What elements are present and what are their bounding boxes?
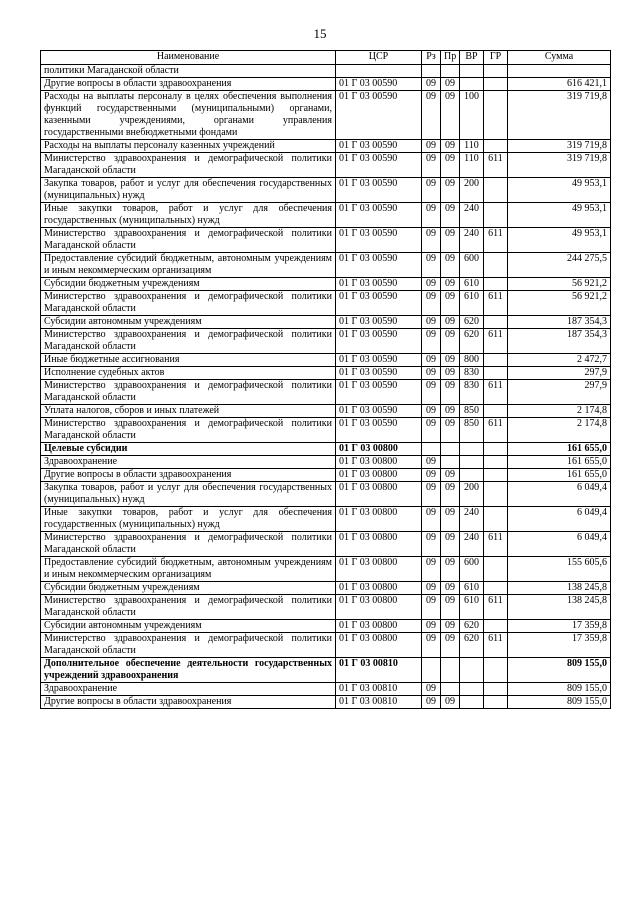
cell-csr: 01 Г 03 00590 (336, 178, 422, 203)
cell-rz: 09 (422, 278, 441, 291)
cell-csr: 01 Г 03 00590 (336, 367, 422, 380)
cell-csr: 01 Г 03 00800 (336, 532, 422, 557)
cell-sum: 809 155,0 (508, 658, 611, 683)
table-row (41, 153, 611, 178)
cell-sum: 244 275,5 (508, 253, 611, 278)
cell-gr (484, 469, 508, 482)
cell-name: Субсидии бюджетным учреждениям (41, 278, 336, 291)
cell-rz (422, 65, 441, 78)
cell-vr: 240 (460, 507, 484, 532)
cell-rz (422, 443, 441, 456)
cell-name: Расходы на выплаты персоналу в целях обеспечения выполнения функций государственными (муниципальными) органами, казенными учреждениями, органами управления государственными внебюджетными фондами (41, 91, 336, 140)
cell-csr: 01 Г 03 00590 (336, 91, 422, 140)
cell-name: Министерство здравоохранения и демографической политики Магаданской области (41, 380, 336, 405)
cell-gr (484, 354, 508, 367)
cell-pr: 09 (441, 354, 460, 367)
cell-vr: 600 (460, 253, 484, 278)
cell-pr: 09 (441, 482, 460, 507)
cell-gr (484, 582, 508, 595)
cell-vr (460, 443, 484, 456)
cell-gr (484, 658, 508, 683)
cell-vr: 200 (460, 482, 484, 507)
cell-csr: 01 Г 03 00590 (336, 228, 422, 253)
table-row (41, 316, 611, 329)
cell-pr (441, 65, 460, 78)
cell-vr (460, 683, 484, 696)
cell-csr: 01 Г 03 00810 (336, 658, 422, 683)
cell-pr: 09 (441, 507, 460, 532)
header-csr: ЦСР (336, 51, 422, 65)
header-sum: Сумма (508, 51, 611, 65)
cell-gr (484, 203, 508, 228)
cell-vr: 100 (460, 91, 484, 140)
table-row (41, 557, 611, 582)
cell-vr: 600 (460, 557, 484, 582)
cell-rz: 09 (422, 595, 441, 620)
cell-sum: 161 655,0 (508, 443, 611, 456)
cell-pr: 09 (441, 469, 460, 482)
cell-pr: 09 (441, 405, 460, 418)
cell-pr: 09 (441, 418, 460, 443)
cell-rz: 09 (422, 291, 441, 316)
cell-csr: 01 Г 03 00590 (336, 153, 422, 178)
cell-csr: 01 Г 03 00590 (336, 140, 422, 153)
table-row (41, 91, 611, 140)
cell-pr: 09 (441, 582, 460, 595)
cell-csr: 01 Г 03 00810 (336, 683, 422, 696)
cell-pr: 09 (441, 557, 460, 582)
cell-csr: 01 Г 03 00590 (336, 380, 422, 405)
cell-rz: 09 (422, 140, 441, 153)
cell-rz: 09 (422, 557, 441, 582)
cell-name: политики Магаданской области (41, 65, 336, 78)
header-rz: Рз (422, 51, 441, 65)
cell-gr (484, 456, 508, 469)
cell-rz: 09 (422, 507, 441, 532)
cell-pr: 09 (441, 329, 460, 354)
cell-gr: 611 (484, 633, 508, 658)
cell-rz: 09 (422, 633, 441, 658)
cell-sum: 17 359,8 (508, 633, 611, 658)
table-row (41, 278, 611, 291)
cell-sum (508, 65, 611, 78)
cell-csr: 01 Г 03 00800 (336, 582, 422, 595)
table-row (41, 418, 611, 443)
cell-rz: 09 (422, 418, 441, 443)
cell-csr: 01 Г 03 00800 (336, 595, 422, 620)
cell-gr (484, 367, 508, 380)
cell-name: Уплата налогов, сборов и иных платежей (41, 405, 336, 418)
cell-rz: 09 (422, 620, 441, 633)
cell-csr: 01 Г 03 00590 (336, 253, 422, 278)
cell-rz: 09 (422, 253, 441, 278)
cell-vr: 240 (460, 228, 484, 253)
cell-gr (484, 140, 508, 153)
cell-vr: 240 (460, 203, 484, 228)
cell-pr: 09 (441, 633, 460, 658)
cell-csr: 01 Г 03 00800 (336, 443, 422, 456)
cell-gr (484, 696, 508, 709)
cell-sum: 155 605,6 (508, 557, 611, 582)
cell-gr (484, 405, 508, 418)
table-row (41, 620, 611, 633)
table-row (41, 203, 611, 228)
cell-vr: 620 (460, 329, 484, 354)
header-pr: Пр (441, 51, 460, 65)
cell-csr: 01 Г 03 00590 (336, 329, 422, 354)
table-row (41, 696, 611, 709)
cell-name: Целевые субсидии (41, 443, 336, 456)
cell-csr (336, 65, 422, 78)
table-row (41, 683, 611, 696)
cell-csr: 01 Г 03 00590 (336, 203, 422, 228)
cell-csr: 01 Г 03 00800 (336, 456, 422, 469)
cell-vr (460, 65, 484, 78)
cell-rz: 09 (422, 354, 441, 367)
cell-csr: 01 Г 03 00590 (336, 278, 422, 291)
cell-gr (484, 557, 508, 582)
cell-sum: 2 174,8 (508, 405, 611, 418)
cell-pr: 09 (441, 278, 460, 291)
cell-gr (484, 620, 508, 633)
cell-gr (484, 178, 508, 203)
table-row (41, 65, 611, 78)
cell-name: Министерство здравоохранения и демографической политики Магаданской области (41, 228, 336, 253)
cell-sum: 809 155,0 (508, 683, 611, 696)
table-row (41, 658, 611, 683)
cell-gr (484, 278, 508, 291)
cell-gr: 611 (484, 329, 508, 354)
cell-vr: 610 (460, 582, 484, 595)
cell-csr: 01 Г 03 00590 (336, 316, 422, 329)
cell-csr: 01 Г 03 00800 (336, 482, 422, 507)
cell-gr: 611 (484, 228, 508, 253)
cell-gr (484, 253, 508, 278)
table-row (41, 532, 611, 557)
cell-csr: 01 Г 03 00810 (336, 696, 422, 709)
cell-vr: 610 (460, 278, 484, 291)
table-row (41, 633, 611, 658)
cell-pr: 09 (441, 316, 460, 329)
table-row (41, 456, 611, 469)
cell-vr: 620 (460, 620, 484, 633)
cell-rz: 09 (422, 469, 441, 482)
cell-vr: 610 (460, 291, 484, 316)
cell-csr: 01 Г 03 00800 (336, 469, 422, 482)
cell-name: Министерство здравоохранения и демографической политики Магаданской области (41, 153, 336, 178)
budget-table (40, 50, 611, 709)
cell-vr: 830 (460, 380, 484, 405)
cell-sum: 161 655,0 (508, 456, 611, 469)
cell-vr: 240 (460, 532, 484, 557)
cell-rz: 09 (422, 582, 441, 595)
cell-sum: 6 049,4 (508, 482, 611, 507)
cell-gr (484, 316, 508, 329)
cell-rz: 09 (422, 380, 441, 405)
table-row (41, 405, 611, 418)
table-row (41, 291, 611, 316)
cell-pr: 09 (441, 153, 460, 178)
cell-vr: 200 (460, 178, 484, 203)
cell-gr (484, 91, 508, 140)
cell-vr (460, 469, 484, 482)
cell-pr: 09 (441, 620, 460, 633)
table-row (41, 253, 611, 278)
cell-rz (422, 658, 441, 683)
cell-pr (441, 456, 460, 469)
cell-sum: 616 421,1 (508, 78, 611, 91)
cell-gr (484, 78, 508, 91)
cell-pr: 09 (441, 367, 460, 380)
cell-name: Субсидии автономным учреждениям (41, 316, 336, 329)
cell-name: Здравоохранение (41, 683, 336, 696)
cell-rz: 09 (422, 482, 441, 507)
cell-sum: 138 245,8 (508, 582, 611, 595)
cell-csr: 01 Г 03 00590 (336, 418, 422, 443)
cell-vr (460, 78, 484, 91)
cell-csr: 01 Г 03 00590 (336, 291, 422, 316)
header-vr: ВР (460, 51, 484, 65)
cell-rz: 09 (422, 456, 441, 469)
cell-pr (441, 683, 460, 696)
cell-sum: 56 921,2 (508, 278, 611, 291)
table-row (41, 507, 611, 532)
cell-csr: 01 Г 03 00590 (336, 405, 422, 418)
cell-gr: 611 (484, 532, 508, 557)
cell-gr (484, 65, 508, 78)
table-row (41, 329, 611, 354)
cell-rz: 09 (422, 178, 441, 203)
page-number: 15 (313, 26, 327, 41)
cell-rz: 09 (422, 228, 441, 253)
cell-sum: 161 655,0 (508, 469, 611, 482)
cell-name: Расходы на выплаты персоналу казенных учреждений (41, 140, 336, 153)
cell-gr: 611 (484, 380, 508, 405)
cell-name: Дополнительное обеспечение деятельности государственных учреждений здравоохранения (41, 658, 336, 683)
cell-rz: 09 (422, 203, 441, 228)
cell-vr (460, 456, 484, 469)
cell-gr: 611 (484, 595, 508, 620)
cell-vr: 830 (460, 367, 484, 380)
cell-pr: 09 (441, 696, 460, 709)
cell-sum: 809 155,0 (508, 696, 611, 709)
cell-pr: 09 (441, 253, 460, 278)
cell-rz: 09 (422, 78, 441, 91)
cell-pr: 09 (441, 291, 460, 316)
cell-pr: 09 (441, 228, 460, 253)
table-row (41, 443, 611, 456)
cell-name: Здравоохранение (41, 456, 336, 469)
cell-vr: 610 (460, 595, 484, 620)
cell-gr: 611 (484, 153, 508, 178)
cell-pr: 09 (441, 380, 460, 405)
cell-pr: 09 (441, 78, 460, 91)
cell-name: Иные закупки товаров, работ и услуг для обеспечения государственных (муниципальных) нужд (41, 507, 336, 532)
cell-name: Другие вопросы в области здравоохранения (41, 469, 336, 482)
cell-rz: 09 (422, 405, 441, 418)
cell-gr (484, 683, 508, 696)
cell-pr: 09 (441, 203, 460, 228)
table-row (41, 469, 611, 482)
cell-gr: 611 (484, 291, 508, 316)
cell-vr: 850 (460, 405, 484, 418)
cell-name: Другие вопросы в области здравоохранения (41, 78, 336, 91)
cell-vr (460, 696, 484, 709)
cell-name: Министерство здравоохранения и демографической политики Магаданской области (41, 291, 336, 316)
cell-pr: 09 (441, 91, 460, 140)
cell-rz: 09 (422, 532, 441, 557)
cell-rz: 09 (422, 153, 441, 178)
cell-csr: 01 Г 03 00800 (336, 620, 422, 633)
cell-csr: 01 Г 03 00800 (336, 633, 422, 658)
cell-sum: 2 472,7 (508, 354, 611, 367)
cell-name: Предоставление субсидий бюджетным, автономным учреждениям и иным некоммерческим организациям (41, 557, 336, 582)
header-name: Наименование (41, 51, 336, 65)
cell-csr: 01 Г 03 00590 (336, 354, 422, 367)
cell-rz: 09 (422, 329, 441, 354)
cell-sum: 49 953,1 (508, 228, 611, 253)
cell-name: Субсидии бюджетным учреждениям (41, 582, 336, 595)
cell-vr (460, 658, 484, 683)
cell-name: Субсидии автономным учреждениям (41, 620, 336, 633)
cell-rz: 09 (422, 91, 441, 140)
cell-csr: 01 Г 03 00590 (336, 78, 422, 91)
cell-sum: 297,9 (508, 380, 611, 405)
cell-vr: 850 (460, 418, 484, 443)
cell-rz: 09 (422, 316, 441, 329)
cell-sum: 187 354,3 (508, 329, 611, 354)
cell-gr (484, 507, 508, 532)
table-row (41, 582, 611, 595)
cell-sum: 297,9 (508, 367, 611, 380)
cell-sum: 319 719,8 (508, 140, 611, 153)
cell-sum: 56 921,2 (508, 291, 611, 316)
cell-name: Закупка товаров, работ и услуг для обеспечения государственных (муниципальных) нужд (41, 482, 336, 507)
cell-name: Министерство здравоохранения и демографической политики Магаданской области (41, 633, 336, 658)
cell-name: Закупка товаров, работ и услуг для обеспечения государственных (муниципальных) нужд (41, 178, 336, 203)
table-row (41, 178, 611, 203)
cell-sum: 49 953,1 (508, 203, 611, 228)
cell-rz: 09 (422, 696, 441, 709)
table-row (41, 78, 611, 91)
cell-name: Министерство здравоохранения и демографической политики Магаданской области (41, 595, 336, 620)
cell-vr: 110 (460, 140, 484, 153)
cell-gr (484, 443, 508, 456)
cell-name: Министерство здравоохранения и демографической политики Магаданской области (41, 418, 336, 443)
cell-sum: 2 174,8 (508, 418, 611, 443)
cell-vr: 800 (460, 354, 484, 367)
cell-pr: 09 (441, 532, 460, 557)
table-row (41, 140, 611, 153)
cell-sum: 17 359,8 (508, 620, 611, 633)
cell-vr: 620 (460, 633, 484, 658)
cell-rz: 09 (422, 683, 441, 696)
cell-sum: 319 719,8 (508, 91, 611, 140)
cell-pr: 09 (441, 178, 460, 203)
cell-name: Другие вопросы в области здравоохранения (41, 696, 336, 709)
header-gr: ГР (484, 51, 508, 65)
cell-vr: 110 (460, 153, 484, 178)
table-row (41, 354, 611, 367)
cell-csr: 01 Г 03 00800 (336, 507, 422, 532)
table-row (41, 595, 611, 620)
cell-pr: 09 (441, 595, 460, 620)
cell-name: Иные закупки товаров, работ и услуг для обеспечения государственных (муниципальных) нужд (41, 203, 336, 228)
table-row (41, 482, 611, 507)
cell-gr (484, 482, 508, 507)
cell-pr (441, 658, 460, 683)
cell-sum: 6 049,4 (508, 532, 611, 557)
cell-sum: 6 049,4 (508, 507, 611, 532)
table-row (41, 367, 611, 380)
cell-name: Предоставление субсидий бюджетным, автономным учреждениям и иным некоммерческим организациям (41, 253, 336, 278)
cell-name: Исполнение судебных актов (41, 367, 336, 380)
cell-pr (441, 443, 460, 456)
cell-sum: 49 953,1 (508, 178, 611, 203)
cell-sum: 187 354,3 (508, 316, 611, 329)
cell-sum: 319 719,8 (508, 153, 611, 178)
cell-rz: 09 (422, 367, 441, 380)
cell-name: Министерство здравоохранения и демографической политики Магаданской области (41, 532, 336, 557)
table-row (41, 228, 611, 253)
cell-pr: 09 (441, 140, 460, 153)
cell-name: Министерство здравоохранения и демографической политики Магаданской области (41, 329, 336, 354)
cell-vr: 620 (460, 316, 484, 329)
table-row (41, 380, 611, 405)
cell-sum: 138 245,8 (508, 595, 611, 620)
cell-name: Иные бюджетные ассигнования (41, 354, 336, 367)
cell-csr: 01 Г 03 00800 (336, 557, 422, 582)
table-header-row (41, 51, 611, 65)
cell-gr: 611 (484, 418, 508, 443)
